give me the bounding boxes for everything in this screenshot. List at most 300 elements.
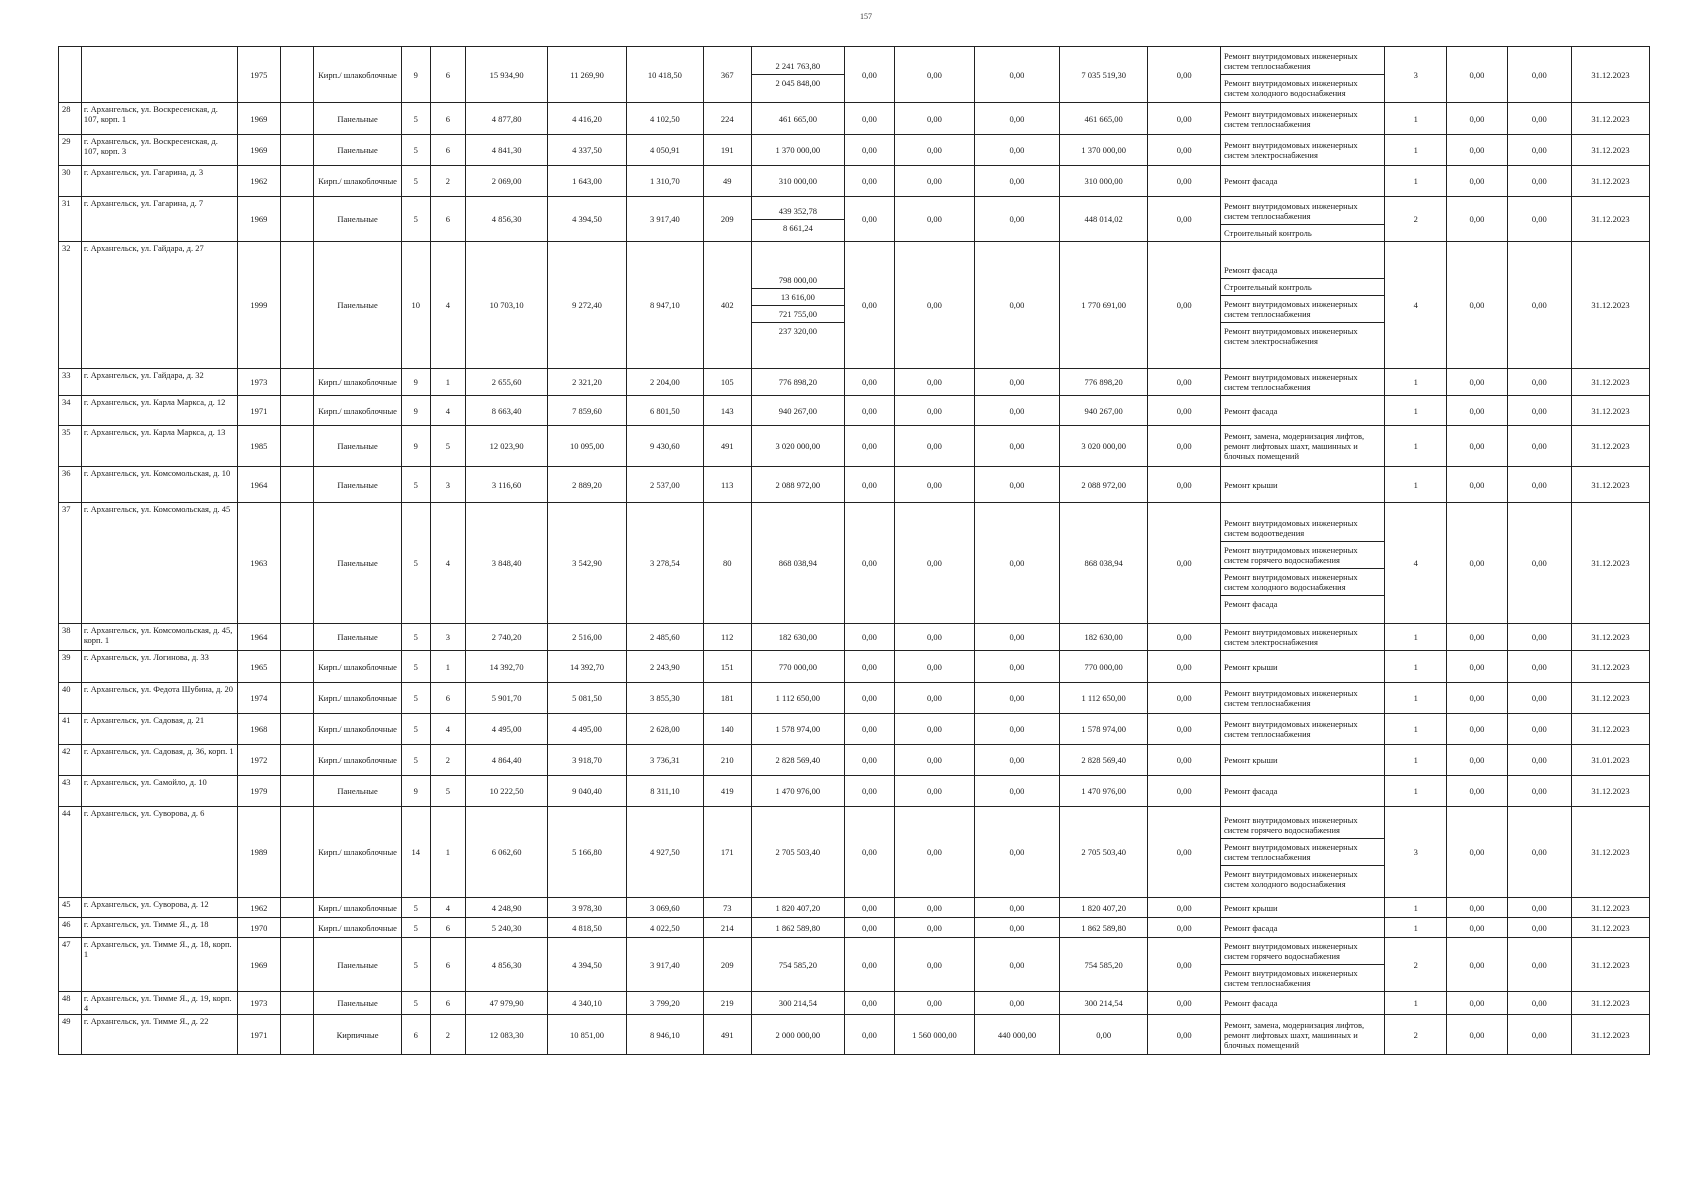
empty-cell bbox=[281, 745, 314, 776]
works-cell bbox=[1220, 898, 1384, 918]
funding-cell-3: 0,00 bbox=[974, 135, 1059, 166]
funding-cell-1: 0,00 bbox=[845, 135, 895, 166]
cost-cell bbox=[751, 242, 844, 369]
year-cell: 1964 bbox=[237, 467, 281, 503]
living-area-cell: 6 801,50 bbox=[627, 396, 704, 426]
empty-cell bbox=[281, 166, 314, 197]
cost-line: 2 088 972,00 bbox=[775, 479, 821, 490]
floors-cell: 5 bbox=[401, 503, 430, 624]
works-count-cell: 1 bbox=[1385, 166, 1447, 197]
works-count-cell: 3 bbox=[1385, 47, 1447, 103]
living-area-cell: 2 204,00 bbox=[627, 369, 704, 396]
row-number: 40 bbox=[59, 683, 82, 714]
unit-cost-cell-2: 0,00 bbox=[1507, 714, 1571, 745]
cost-line: 798 000,00 bbox=[752, 272, 844, 289]
empty-cell bbox=[281, 135, 314, 166]
year-cell: 1985 bbox=[237, 426, 281, 467]
funding-cell-1: 0,00 bbox=[845, 503, 895, 624]
entrances-cell: 4 bbox=[430, 242, 465, 369]
row-number: 42 bbox=[59, 745, 82, 776]
premises-area-cell: 3 918,70 bbox=[548, 745, 627, 776]
living-area-cell: 4 927,50 bbox=[627, 807, 704, 898]
premises-area-cell: 5 081,50 bbox=[548, 683, 627, 714]
year-cell: 1979 bbox=[237, 776, 281, 807]
row-number: 45 bbox=[59, 898, 82, 918]
cost-line: 940 267,00 bbox=[778, 405, 817, 416]
year-cell: 1973 bbox=[237, 369, 281, 396]
funding-cell-4: 448 014,02 bbox=[1060, 197, 1148, 242]
table-row bbox=[59, 918, 1650, 938]
funding-cell-2: 0,00 bbox=[894, 898, 974, 918]
cost-cell bbox=[751, 683, 844, 714]
works-cell bbox=[1220, 467, 1384, 503]
funding-cell-4: 2 828 569,40 bbox=[1060, 745, 1148, 776]
year-cell: 1970 bbox=[237, 918, 281, 938]
cost-line: 1 820 407,20 bbox=[775, 902, 821, 913]
funding-cell-1: 0,00 bbox=[845, 714, 895, 745]
year-cell: 1989 bbox=[237, 807, 281, 898]
cost-cell bbox=[751, 103, 844, 135]
works-count-cell: 3 bbox=[1385, 807, 1447, 898]
funding-cell-1: 0,00 bbox=[845, 992, 895, 1015]
funding-cell-1: 0,00 bbox=[845, 776, 895, 807]
wall-material-cell: Панельные bbox=[314, 938, 401, 992]
empty-cell bbox=[281, 1015, 314, 1055]
funding-cell-1: 0,00 bbox=[845, 624, 895, 651]
funding-cell-2: 0,00 bbox=[894, 918, 974, 938]
work-line: Ремонт фасада bbox=[1223, 405, 1278, 416]
unit-cost-cell-1: 0,00 bbox=[1447, 918, 1507, 938]
unit-cost-cell-1: 0,00 bbox=[1447, 426, 1507, 467]
funding-cell-3: 0,00 bbox=[974, 651, 1059, 683]
works-cell bbox=[1220, 135, 1384, 166]
deadline-cell: 31.12.2023 bbox=[1571, 714, 1649, 745]
deadline-cell: 31.12.2023 bbox=[1571, 47, 1649, 103]
empty-cell bbox=[281, 369, 314, 396]
row-number: 41 bbox=[59, 714, 82, 745]
row-number: 48 bbox=[59, 992, 82, 1015]
table-row bbox=[59, 47, 1650, 103]
wall-material-cell: Панельные bbox=[314, 197, 401, 242]
works-cell bbox=[1220, 197, 1384, 242]
table-row bbox=[59, 166, 1650, 197]
address-cell: г. Архангельск, ул. Гайдара, д. 27 bbox=[81, 242, 237, 369]
funding-cell-3: 0,00 bbox=[974, 807, 1059, 898]
cost-cell bbox=[751, 776, 844, 807]
unit-cost-cell-2: 0,00 bbox=[1507, 396, 1571, 426]
address-cell: г. Архангельск, ул. Тимме Я., д. 18 bbox=[81, 918, 237, 938]
deadline-cell: 31.12.2023 bbox=[1571, 396, 1649, 426]
deadline-cell: 31.12.2023 bbox=[1571, 992, 1649, 1015]
funding-cell-4: 182 630,00 bbox=[1060, 624, 1148, 651]
residents-cell: 419 bbox=[703, 776, 751, 807]
unit-cost-cell-1: 0,00 bbox=[1447, 369, 1507, 396]
wall-material-cell: Кирп./ шлакоблочные bbox=[314, 918, 401, 938]
unit-cost-cell-1: 0,00 bbox=[1447, 197, 1507, 242]
works-cell bbox=[1220, 714, 1384, 745]
table-row bbox=[59, 197, 1650, 242]
unit-cost-cell-2: 0,00 bbox=[1507, 135, 1571, 166]
total-area-cell: 10 222,50 bbox=[466, 776, 548, 807]
works-count-cell: 1 bbox=[1385, 918, 1447, 938]
unit-cost-cell-2: 0,00 bbox=[1507, 467, 1571, 503]
table-row bbox=[59, 745, 1650, 776]
works-count-cell: 2 bbox=[1385, 938, 1447, 992]
works-count-cell: 1 bbox=[1385, 651, 1447, 683]
empty-cell bbox=[281, 426, 314, 467]
unit-cost-cell-2: 0,00 bbox=[1507, 369, 1571, 396]
premises-area-cell: 5 166,80 bbox=[548, 807, 627, 898]
unit-cost-cell-2: 0,00 bbox=[1507, 426, 1571, 467]
year-cell: 1972 bbox=[237, 745, 281, 776]
cost-cell bbox=[751, 938, 844, 992]
funding-cell-2: 0,00 bbox=[894, 47, 974, 103]
cost-line: 182 630,00 bbox=[778, 632, 817, 642]
premises-area-cell: 4 416,20 bbox=[548, 103, 627, 135]
unit-cost-cell-1: 0,00 bbox=[1447, 938, 1507, 992]
funding-cell-4: 1 112 650,00 bbox=[1060, 683, 1148, 714]
cost-cell bbox=[751, 503, 844, 624]
works-cell bbox=[1220, 426, 1384, 467]
empty-cell bbox=[281, 242, 314, 369]
living-area-cell: 8 947,10 bbox=[627, 242, 704, 369]
works-count-cell: 1 bbox=[1385, 714, 1447, 745]
total-area-cell: 4 877,80 bbox=[466, 103, 548, 135]
unit-cost-cell-2: 0,00 bbox=[1507, 47, 1571, 103]
unit-cost-cell-2: 0,00 bbox=[1507, 166, 1571, 197]
funding-cell-1: 0,00 bbox=[845, 938, 895, 992]
funding-cell-3: 0,00 bbox=[974, 898, 1059, 918]
wall-material-cell: Кирп./ шлакоблочные bbox=[314, 898, 401, 918]
wall-material-cell: Панельные bbox=[314, 503, 401, 624]
floors-cell: 5 bbox=[401, 651, 430, 683]
works-count-cell: 1 bbox=[1385, 396, 1447, 426]
premises-area-cell: 10 851,00 bbox=[548, 1015, 627, 1055]
address-cell: г. Архангельск, ул. Воскресенская, д. 107, корп. 3 bbox=[81, 135, 237, 166]
floors-cell: 5 bbox=[401, 197, 430, 242]
residents-cell: 491 bbox=[703, 1015, 751, 1055]
work-line: Ремонт внутридомовых инженерных систем холодного водоснабжения bbox=[1223, 869, 1358, 889]
funding-cell-2: 0,00 bbox=[894, 745, 974, 776]
unit-cost-cell-2: 0,00 bbox=[1507, 1015, 1571, 1055]
entrances-cell: 1 bbox=[430, 369, 465, 396]
cost-line: 2 000 000,00 bbox=[775, 1029, 821, 1040]
entrances-cell: 6 bbox=[430, 918, 465, 938]
funding-cell-3: 0,00 bbox=[974, 776, 1059, 807]
funding-cell-5: 0,00 bbox=[1148, 47, 1221, 103]
residents-cell: 402 bbox=[703, 242, 751, 369]
premises-area-cell: 3 978,30 bbox=[548, 898, 627, 918]
unit-cost-cell-1: 0,00 bbox=[1447, 745, 1507, 776]
funding-cell-4: 776 898,20 bbox=[1060, 369, 1148, 396]
cost-line: 770 000,00 bbox=[778, 661, 817, 672]
row-number: 39 bbox=[59, 651, 82, 683]
funding-cell-3: 0,00 bbox=[974, 166, 1059, 197]
empty-cell bbox=[281, 47, 314, 103]
works-cell bbox=[1220, 103, 1384, 135]
floors-cell: 5 bbox=[401, 683, 430, 714]
table-row bbox=[59, 1015, 1650, 1055]
address-cell: г. Архангельск, ул. Самойло, д. 10 bbox=[81, 776, 237, 807]
empty-cell bbox=[281, 396, 314, 426]
funding-cell-5: 0,00 bbox=[1148, 396, 1221, 426]
row-number: 34 bbox=[59, 396, 82, 426]
table-row bbox=[59, 503, 1650, 624]
entrances-cell: 4 bbox=[430, 714, 465, 745]
funding-cell-5: 0,00 bbox=[1148, 898, 1221, 918]
funding-cell-2: 0,00 bbox=[894, 776, 974, 807]
cost-line: 2 045 848,00 bbox=[775, 78, 821, 88]
entrances-cell: 5 bbox=[430, 426, 465, 467]
cost-line: 1 578 974,00 bbox=[775, 724, 821, 734]
table-row bbox=[59, 624, 1650, 651]
funding-cell-1: 0,00 bbox=[845, 683, 895, 714]
entrances-cell: 3 bbox=[430, 467, 465, 503]
wall-material-cell: Кирп./ шлакоблочные bbox=[314, 369, 401, 396]
funding-cell-5: 0,00 bbox=[1148, 651, 1221, 683]
table-row bbox=[59, 938, 1650, 992]
total-area-cell: 15 934,90 bbox=[466, 47, 548, 103]
unit-cost-cell-2: 0,00 bbox=[1507, 745, 1571, 776]
unit-cost-cell-1: 0,00 bbox=[1447, 503, 1507, 624]
work-line: Ремонт внутридомовых инженерных систем водоотведения bbox=[1221, 515, 1384, 542]
deadline-cell: 31.12.2023 bbox=[1571, 651, 1649, 683]
works-cell bbox=[1220, 242, 1384, 369]
cost-line: 754 585,20 bbox=[778, 959, 817, 970]
residents-cell: 80 bbox=[703, 503, 751, 624]
unit-cost-cell-2: 0,00 bbox=[1507, 776, 1571, 807]
entrances-cell: 6 bbox=[430, 197, 465, 242]
row-number: 49 bbox=[59, 1015, 82, 1055]
unit-cost-cell-2: 0,00 bbox=[1507, 807, 1571, 898]
premises-area-cell: 3 542,90 bbox=[548, 503, 627, 624]
floors-cell: 10 bbox=[401, 242, 430, 369]
premises-area-cell: 7 859,60 bbox=[548, 396, 627, 426]
cost-cell bbox=[751, 467, 844, 503]
row-number: 28 bbox=[59, 103, 82, 135]
table-row bbox=[59, 651, 1650, 683]
living-area-cell: 8 311,10 bbox=[627, 776, 704, 807]
residents-cell: 209 bbox=[703, 938, 751, 992]
residents-cell: 49 bbox=[703, 166, 751, 197]
floors-cell: 6 bbox=[401, 1015, 430, 1055]
funding-cell-3: 0,00 bbox=[974, 624, 1059, 651]
work-line: Ремонт фасада bbox=[1223, 998, 1278, 1008]
funding-cell-3: 0,00 bbox=[974, 467, 1059, 503]
wall-material-cell: Панельные bbox=[314, 992, 401, 1015]
table-row bbox=[59, 242, 1650, 369]
funding-cell-1: 0,00 bbox=[845, 47, 895, 103]
funding-cell-4: 3 020 000,00 bbox=[1060, 426, 1148, 467]
premises-area-cell: 11 269,90 bbox=[548, 47, 627, 103]
works-cell bbox=[1220, 396, 1384, 426]
work-line: Ремонт внутридомовых инженерных систем холодного водоснабжения bbox=[1221, 569, 1384, 596]
address-cell: г. Архангельск, ул. Логинова, д. 33 bbox=[81, 651, 237, 683]
address-cell: г. Архангельск, ул. Суворова, д. 6 bbox=[81, 807, 237, 898]
works-cell bbox=[1220, 776, 1384, 807]
wall-material-cell: Кирп./ шлакоблочные bbox=[314, 166, 401, 197]
cost-cell bbox=[751, 651, 844, 683]
year-cell: 1963 bbox=[237, 503, 281, 624]
deadline-cell: 31.12.2023 bbox=[1571, 197, 1649, 242]
work-line: Ремонт внутридомовых инженерных систем теплоснабжения bbox=[1221, 839, 1384, 866]
living-area-cell: 3 278,54 bbox=[627, 503, 704, 624]
funding-cell-1: 0,00 bbox=[845, 396, 895, 426]
floors-cell: 5 bbox=[401, 135, 430, 166]
work-line: Ремонт внутридомовых инженерных систем горячего водоснабжения bbox=[1221, 938, 1384, 965]
address-cell: г. Архангельск, ул. Карла Маркса, д. 13 bbox=[81, 426, 237, 467]
cost-cell bbox=[751, 1015, 844, 1055]
row-number: 47 bbox=[59, 938, 82, 992]
funding-cell-5: 0,00 bbox=[1148, 369, 1221, 396]
funding-cell-1: 0,00 bbox=[845, 242, 895, 369]
deadline-cell: 31.12.2023 bbox=[1571, 776, 1649, 807]
row-number: 35 bbox=[59, 426, 82, 467]
funding-cell-2: 0,00 bbox=[894, 807, 974, 898]
funding-cell-3: 0,00 bbox=[974, 938, 1059, 992]
entrances-cell: 1 bbox=[430, 807, 465, 898]
residents-cell: 143 bbox=[703, 396, 751, 426]
works-count-cell: 1 bbox=[1385, 426, 1447, 467]
total-area-cell: 10 703,10 bbox=[466, 242, 548, 369]
floors-cell: 14 bbox=[401, 807, 430, 898]
funding-cell-1: 0,00 bbox=[845, 1015, 895, 1055]
table-row bbox=[59, 714, 1650, 745]
entrances-cell: 6 bbox=[430, 992, 465, 1015]
deadline-cell: 31.12.2023 bbox=[1571, 1015, 1649, 1055]
cost-cell bbox=[751, 807, 844, 898]
total-area-cell: 4 864,40 bbox=[466, 745, 548, 776]
works-cell bbox=[1220, 624, 1384, 651]
living-area-cell: 3 855,30 bbox=[627, 683, 704, 714]
funding-cell-5: 0,00 bbox=[1148, 776, 1221, 807]
total-area-cell: 4 495,00 bbox=[466, 714, 548, 745]
funding-cell-5: 0,00 bbox=[1148, 714, 1221, 745]
unit-cost-cell-1: 0,00 bbox=[1447, 624, 1507, 651]
funding-cell-3: 0,00 bbox=[974, 918, 1059, 938]
empty-cell bbox=[281, 898, 314, 918]
row-number: 29 bbox=[59, 135, 82, 166]
funding-cell-3: 0,00 bbox=[974, 47, 1059, 103]
deadline-cell: 31.12.2023 bbox=[1571, 807, 1649, 898]
premises-area-cell: 4 818,50 bbox=[548, 918, 627, 938]
funding-cell-2: 0,00 bbox=[894, 503, 974, 624]
deadline-cell: 31.12.2023 bbox=[1571, 683, 1649, 714]
work-line: Ремонт крыши bbox=[1223, 902, 1278, 913]
cost-cell bbox=[751, 396, 844, 426]
empty-cell bbox=[281, 197, 314, 242]
total-area-cell: 8 663,40 bbox=[466, 396, 548, 426]
entrances-cell: 3 bbox=[430, 624, 465, 651]
table-row bbox=[59, 467, 1650, 503]
cost-line: 300 214,54 bbox=[778, 998, 817, 1008]
year-cell: 1965 bbox=[237, 651, 281, 683]
empty-cell bbox=[281, 467, 314, 503]
table-row bbox=[59, 898, 1650, 918]
work-line: Ремонт внутридомовых инженерных систем горячего водоснабжения bbox=[1221, 542, 1384, 569]
table-row bbox=[59, 103, 1650, 135]
deadline-cell: 31.12.2023 bbox=[1571, 103, 1649, 135]
entrances-cell: 6 bbox=[430, 47, 465, 103]
premises-area-cell: 9 040,40 bbox=[548, 776, 627, 807]
unit-cost-cell-2: 0,00 bbox=[1507, 651, 1571, 683]
page-number: 157 bbox=[860, 12, 872, 21]
cost-cell bbox=[751, 47, 844, 103]
floors-cell: 5 bbox=[401, 166, 430, 197]
living-area-cell: 4 102,50 bbox=[627, 103, 704, 135]
unit-cost-cell-2: 0,00 bbox=[1507, 898, 1571, 918]
total-area-cell: 4 841,30 bbox=[466, 135, 548, 166]
works-cell bbox=[1220, 683, 1384, 714]
funding-cell-5: 0,00 bbox=[1148, 683, 1221, 714]
works-count-cell: 1 bbox=[1385, 467, 1447, 503]
funding-cell-1: 0,00 bbox=[845, 807, 895, 898]
table-row bbox=[59, 683, 1650, 714]
empty-cell bbox=[281, 776, 314, 807]
unit-cost-cell-2: 0,00 bbox=[1507, 992, 1571, 1015]
year-cell: 1999 bbox=[237, 242, 281, 369]
total-area-cell: 4 248,90 bbox=[466, 898, 548, 918]
funding-cell-4: 1 862 589,80 bbox=[1060, 918, 1148, 938]
premises-area-cell: 4 340,10 bbox=[548, 992, 627, 1015]
funding-cell-2: 0,00 bbox=[894, 938, 974, 992]
living-area-cell: 2 243,90 bbox=[627, 651, 704, 683]
residents-cell: 105 bbox=[703, 369, 751, 396]
living-area-cell: 3 736,31 bbox=[627, 745, 704, 776]
work-line: Ремонт фасада bbox=[1223, 922, 1278, 933]
funding-cell-2: 0,00 bbox=[894, 166, 974, 197]
funding-cell-3: 0,00 bbox=[974, 369, 1059, 396]
empty-cell bbox=[281, 683, 314, 714]
address-cell: г. Архангельск, ул. Комсомольская, д. 45 bbox=[81, 503, 237, 624]
unit-cost-cell-2: 0,00 bbox=[1507, 624, 1571, 651]
cost-line: 439 352,78 bbox=[752, 203, 844, 220]
unit-cost-cell-1: 0,00 bbox=[1447, 242, 1507, 369]
deadline-cell: 31.01.2023 bbox=[1571, 745, 1649, 776]
empty-cell bbox=[281, 503, 314, 624]
funding-cell-5: 0,00 bbox=[1148, 135, 1221, 166]
cost-cell bbox=[751, 714, 844, 745]
table-row bbox=[59, 135, 1650, 166]
year-cell: 1971 bbox=[237, 396, 281, 426]
floors-cell: 9 bbox=[401, 776, 430, 807]
deadline-cell: 31.12.2023 bbox=[1571, 135, 1649, 166]
row-number bbox=[59, 47, 82, 103]
table-row bbox=[59, 807, 1650, 898]
living-area-cell: 4 022,50 bbox=[627, 918, 704, 938]
cost-line: 776 898,20 bbox=[778, 377, 817, 387]
living-area-cell: 4 050,91 bbox=[627, 135, 704, 166]
funding-cell-4: 1 470 976,00 bbox=[1060, 776, 1148, 807]
unit-cost-cell-2: 0,00 bbox=[1507, 938, 1571, 992]
funding-cell-4: 1 770 691,00 bbox=[1060, 242, 1148, 369]
funding-cell-2: 0,00 bbox=[894, 135, 974, 166]
works-count-cell: 2 bbox=[1385, 1015, 1447, 1055]
funding-cell-5: 0,00 bbox=[1148, 624, 1221, 651]
unit-cost-cell-1: 0,00 bbox=[1447, 396, 1507, 426]
funding-cell-2: 0,00 bbox=[894, 197, 974, 242]
deadline-cell: 31.12.2023 bbox=[1571, 242, 1649, 369]
wall-material-cell: Кирп./ шлакоблочные bbox=[314, 714, 401, 745]
cost-line: 1 470 976,00 bbox=[775, 786, 821, 796]
funding-cell-4: 1 370 000,00 bbox=[1060, 135, 1148, 166]
residents-cell: 219 bbox=[703, 992, 751, 1015]
empty-cell bbox=[281, 651, 314, 683]
residents-cell: 73 bbox=[703, 898, 751, 918]
unit-cost-cell-1: 0,00 bbox=[1447, 776, 1507, 807]
empty-cell bbox=[281, 807, 314, 898]
unit-cost-cell-2: 0,00 bbox=[1507, 242, 1571, 369]
